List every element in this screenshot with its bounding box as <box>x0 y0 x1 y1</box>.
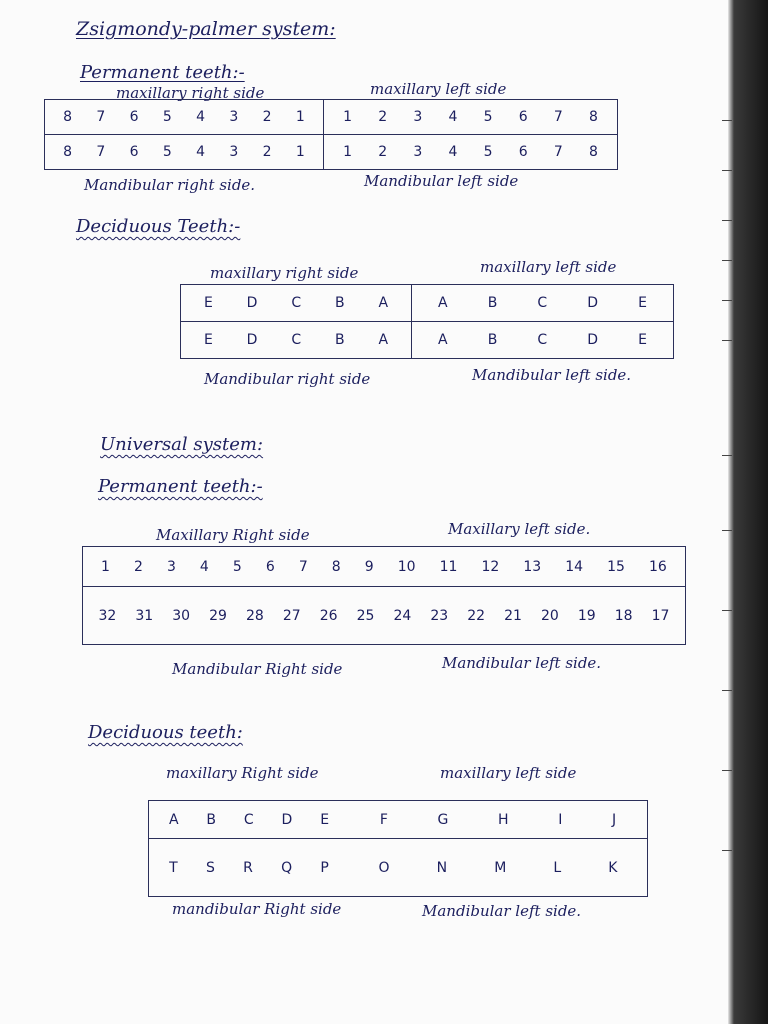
tooth-label: C <box>243 811 254 828</box>
tooth-label: 6 <box>265 558 275 575</box>
tooth-label: B <box>334 295 345 311</box>
palmer-dec-upper-left-row <box>412 285 673 321</box>
tooth-label: 10 <box>397 558 416 575</box>
palmer-perm-max-left-label: maxillary left side <box>370 80 507 98</box>
tooth-label: 5 <box>483 109 493 125</box>
tooth-label: 12 <box>481 558 500 575</box>
tooth-label: 31 <box>135 607 154 624</box>
tooth-label: 5 <box>162 109 172 125</box>
tooth-label: 4 <box>448 144 458 160</box>
tooth-label: 16 <box>648 558 667 575</box>
tooth-label: 1 <box>295 144 305 160</box>
margin-tick <box>722 120 732 121</box>
palmer-dec-lower-left-row <box>412 322 673 358</box>
universal-perm-upper-row <box>83 547 685 586</box>
tooth-label: 2 <box>262 144 272 160</box>
margin-tick <box>722 530 732 531</box>
tooth-label: 6 <box>129 109 139 125</box>
tooth-label: P <box>320 859 329 876</box>
palmer-dec-mand-left-label: Mandibular left side. <box>472 366 632 384</box>
tooth-label: O <box>378 859 390 876</box>
tooth-label: 23 <box>430 607 449 624</box>
tooth-label: 30 <box>172 607 191 624</box>
universal-dec-lower-right-row <box>149 839 349 896</box>
universal-dec-max-right-label: maxillary Right side <box>166 764 319 782</box>
tooth-label: 19 <box>577 607 596 624</box>
universal-perm-lower-row <box>83 587 685 644</box>
tooth-label: 8 <box>588 109 598 125</box>
tooth-label: A <box>168 811 179 828</box>
tooth-label: 9 <box>364 558 374 575</box>
tooth-label: D <box>246 295 258 311</box>
tooth-label: B <box>487 332 498 348</box>
universal-perm-mand-left-label: Mandibular left side. <box>442 654 602 672</box>
tooth-label: 8 <box>63 109 73 125</box>
tooth-label: 3 <box>413 109 423 125</box>
tooth-label: 2 <box>378 109 388 125</box>
tooth-label: B <box>487 295 498 311</box>
tooth-label: 1 <box>101 558 110 575</box>
universal-permanent-table <box>82 546 686 645</box>
tooth-label: 17 <box>651 607 670 624</box>
tooth-label: H <box>498 811 509 828</box>
tooth-label: R <box>243 859 253 876</box>
tooth-label: B <box>206 811 216 828</box>
tooth-label: D <box>587 332 599 348</box>
tooth-label: 7 <box>553 109 563 125</box>
tooth-label: 5 <box>162 144 172 160</box>
tooth-label: C <box>537 295 548 311</box>
universal-dec-mand-right-label: mandibular Right side <box>172 900 342 918</box>
tooth-label: 15 <box>607 558 625 575</box>
tooth-label: 7 <box>96 109 106 125</box>
palmer-deciduous-table <box>180 284 674 359</box>
tooth-label: 2 <box>133 558 143 575</box>
tooth-label: E <box>638 295 647 311</box>
tooth-label: 14 <box>565 558 584 575</box>
palmer-dec-max-left-label: maxillary left side <box>480 258 617 276</box>
tooth-label: C <box>537 332 548 348</box>
tooth-label: D <box>587 295 599 311</box>
tooth-label: 3 <box>413 144 423 160</box>
page-edge-shadow <box>728 0 768 1024</box>
palmer-perm-upper-left-row <box>324 100 617 134</box>
margin-tick <box>722 170 732 171</box>
tooth-label: A <box>438 295 448 311</box>
tooth-label: G <box>437 811 449 828</box>
palmer-dec-upper-right-row <box>181 285 411 321</box>
tooth-label: 24 <box>393 607 412 624</box>
tooth-label: 21 <box>504 607 522 624</box>
tooth-label: 2 <box>378 144 388 160</box>
tooth-label: 1 <box>295 109 305 125</box>
tooth-label: J <box>611 811 617 828</box>
tooth-label: 22 <box>467 607 486 624</box>
tooth-label: 32 <box>98 607 117 624</box>
margin-tick <box>722 770 732 771</box>
tooth-label: 7 <box>553 144 563 160</box>
palmer-permanent-table <box>44 99 618 170</box>
tooth-label: 8 <box>331 558 341 575</box>
tooth-label: T <box>169 859 178 876</box>
tooth-label: I <box>558 811 563 828</box>
tooth-label: 11 <box>439 558 458 575</box>
palmer-deciduous-heading: Deciduous Teeth:- <box>76 216 241 237</box>
tooth-label: 5 <box>483 144 493 160</box>
tooth-label: C <box>291 332 302 348</box>
universal-perm-max-left-label: Maxillary left side. <box>448 520 591 538</box>
tooth-label: E <box>320 811 330 828</box>
tooth-label: F <box>379 811 388 828</box>
tooth-label: 6 <box>129 144 139 160</box>
tooth-label: S <box>205 859 215 876</box>
tooth-label: 27 <box>282 607 301 624</box>
tooth-label: E <box>203 332 213 348</box>
palmer-dec-mand-right-label: Mandibular right side <box>204 370 371 388</box>
tooth-label: 4 <box>196 109 206 125</box>
tooth-label: 3 <box>166 558 176 575</box>
palmer-perm-mand-right-label: Mandibular right side. <box>84 176 256 194</box>
tooth-label: 8 <box>588 144 598 160</box>
tooth-label: D <box>281 811 293 828</box>
tooth-label: 3 <box>229 109 239 125</box>
tooth-label: 25 <box>356 607 375 624</box>
tooth-label: B <box>334 332 345 348</box>
tooth-label: 13 <box>523 558 542 575</box>
tooth-label: 8 <box>63 144 73 160</box>
tooth-label: 26 <box>319 607 338 624</box>
margin-tick <box>722 300 732 301</box>
tooth-label: E <box>203 295 213 311</box>
tooth-label: 5 <box>232 558 242 575</box>
tooth-label: A <box>378 295 389 311</box>
margin-tick <box>722 850 732 851</box>
tooth-label: 4 <box>196 144 206 160</box>
margin-tick <box>722 455 732 456</box>
universal-dec-max-left-label: maxillary left side <box>440 764 577 782</box>
universal-deciduous-heading: Deciduous teeth: <box>88 722 243 743</box>
tooth-label: A <box>438 332 448 348</box>
palmer-permanent-heading: Permanent teeth:- <box>80 62 245 83</box>
palmer-perm-upper-right-row <box>45 100 323 134</box>
tooth-label: M <box>494 859 507 876</box>
tooth-label: A <box>378 332 389 348</box>
universal-dec-lower-left-row <box>349 839 647 896</box>
universal-perm-mand-right-label: Mandibular Right side <box>172 660 343 678</box>
tooth-label: L <box>553 859 562 876</box>
universal-dec-upper-right-row <box>149 801 349 838</box>
universal-dec-mand-left-label: Mandibular left side. <box>422 902 582 920</box>
tooth-label: 4 <box>448 109 458 125</box>
universal-perm-max-right-label: Maxillary Right side <box>156 526 310 544</box>
tooth-label: 6 <box>518 144 528 160</box>
tooth-label: 20 <box>541 607 559 624</box>
tooth-label: 2 <box>262 109 272 125</box>
palmer-perm-max-right-label: maxillary right side <box>116 84 265 102</box>
universal-dec-upper-left-row <box>349 801 647 838</box>
palmer-perm-mand-left-label: Mandibular left side <box>364 172 519 190</box>
tooth-label: 6 <box>518 109 528 125</box>
margin-tick <box>722 610 732 611</box>
tooth-label: 7 <box>96 144 106 160</box>
universal-permanent-heading: Permanent teeth:- <box>98 476 263 497</box>
margin-tick <box>722 340 732 341</box>
tooth-label: K <box>608 859 618 876</box>
tooth-label: N <box>436 859 448 876</box>
tooth-label: Q <box>281 859 293 876</box>
universal-deciduous-table <box>148 800 648 897</box>
tooth-label: 4 <box>199 558 209 575</box>
tooth-label: 1 <box>343 109 353 125</box>
palmer-perm-lower-right-row <box>45 135 323 169</box>
palmer-perm-lower-left-row <box>324 135 617 169</box>
tooth-label: 3 <box>229 144 239 160</box>
universal-heading: Universal system: <box>100 434 264 455</box>
palmer-dec-lower-right-row <box>181 322 411 358</box>
tooth-label: 28 <box>246 607 264 624</box>
tooth-label: 29 <box>209 607 227 624</box>
tooth-label: 18 <box>614 607 633 624</box>
page-title: Zsigmondy-palmer system: <box>76 18 336 40</box>
palmer-dec-max-right-label: maxillary right side <box>210 264 359 282</box>
tooth-label: E <box>638 332 647 348</box>
tooth-label: 7 <box>298 558 308 575</box>
tooth-label: 1 <box>343 144 353 160</box>
margin-tick <box>722 690 732 691</box>
tooth-label: D <box>246 332 258 348</box>
tooth-label: C <box>291 295 302 311</box>
margin-tick <box>722 220 732 221</box>
margin-tick <box>722 260 732 261</box>
